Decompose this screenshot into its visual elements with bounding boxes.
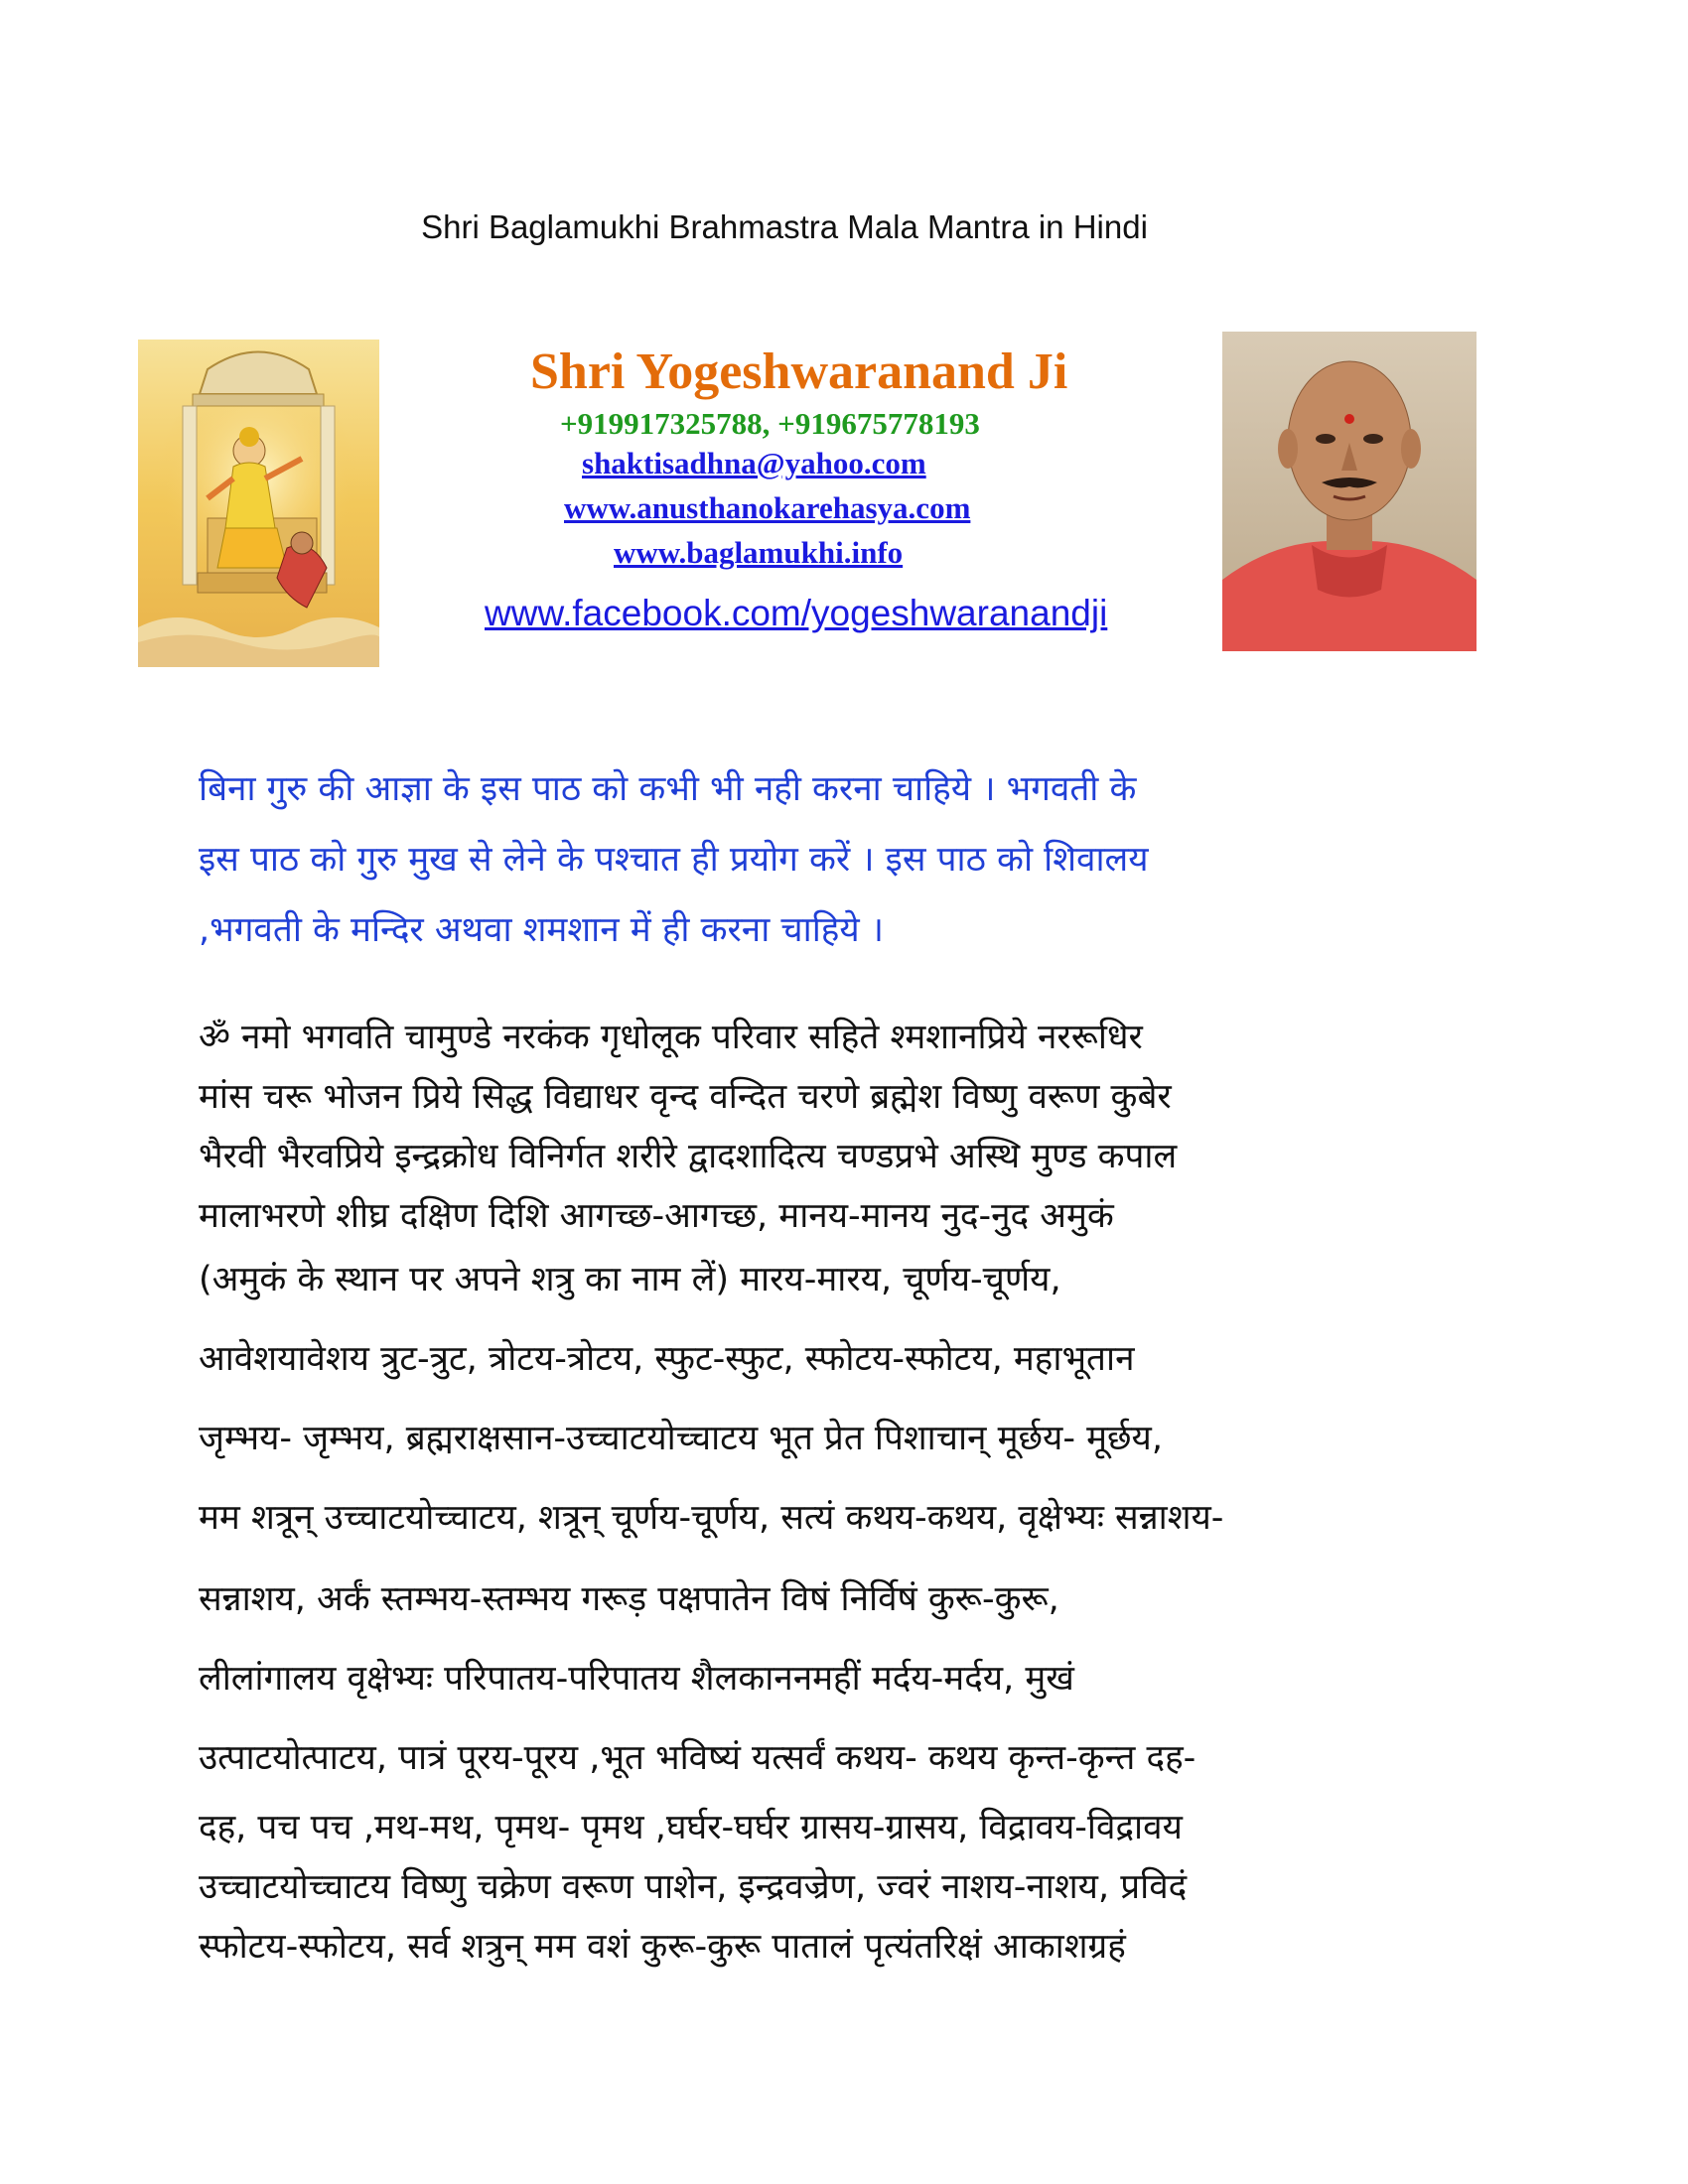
email-link[interactable]: shaktisadhna@yahoo.com	[582, 446, 926, 480]
intro-line: इस पाठ को गुरु मुख से लेने के पश्चात ही प्रयोग करें । इस पाठ को शिवालय	[199, 840, 1149, 880]
website-link-anusthanokarehasya[interactable]: www.anusthanokarehasya.com	[564, 490, 971, 525]
mantra-line: ॐ नमो भगवति चामुण्डे नरकंक गृधोलूक परिवार सहिते श्मशानप्रिये नररूधिर	[199, 1018, 1143, 1057]
intro-paragraph	[199, 754, 1489, 966]
website-link-baglamukhi[interactable]: www.baglamukhi.info	[614, 535, 904, 570]
mantra-line: मम शत्रून् उच्चाटयोच्चाटय, शत्रून् चूर्णय-चूर्णय, सत्यं कथय-कथय, वृक्षेभ्यः सन्नाशय-	[199, 1498, 1224, 1538]
intro-line: बिना गुरु की आज्ञा के इस पाठ को कभी भी नही करना चाहिये । भगवती के	[199, 769, 1137, 809]
mantra-line: मालाभरणे शीघ्र दक्षिण दिशि आगच्छ-आगच्छ, मानय-मानय नुद-नुद अमुकं	[199, 1196, 1114, 1236]
mantra-line: मांस चरू भोजन प्रिये सिद्ध विद्याधर वृन्द वन्दित चरणे ब्रह्मेश विष्णु वरूण कुबेर	[199, 1077, 1172, 1117]
mantra-line: उत्पाटयोत्पाटय, पात्रं पूरय-पूरय ,भूत भविष्यं यत्सर्वं कथय- कथय कृन्त-कृन्त दह-	[199, 1738, 1196, 1778]
mantra-line: जृम्भय- जृम्भय, ब्रह्मराक्षसान-उच्चाटयोच्चाटय भूत प्रेत पिशाचान् मूर्छय- मूर्छय,	[199, 1419, 1163, 1458]
facebook-link[interactable]: www.facebook.com/yogeshwaranandji	[485, 593, 1108, 633]
portrait-image	[1222, 332, 1477, 651]
mantra-line: आवेशयावेशय त्रुट-त्रुट, त्रोटय-त्रोटय, स्फुट-स्फुट, स्फोटय-स्फोटय, महाभूतान	[199, 1339, 1135, 1379]
portrait-photo-illustration	[1222, 332, 1477, 651]
mantra-line: भैरवी भैरवप्रिये इन्द्रक्रोध विनिर्गत शरीरे द्वादशादित्य चण्डप्रभे अस्थि मुण्ड कपाल	[199, 1137, 1178, 1176]
goddess-painting-illustration	[138, 340, 379, 667]
mantra-line: दह, पच पच ,मथ-मथ, पृमथ- पृमथ ,घर्घर-घर्घर ग्रासय-ग्रासय, विद्रावय-विद्रावय	[199, 1808, 1183, 1847]
intro-line: ,भगवती के मन्दिर अथवा शमशान में ही करना चाहिये ।	[199, 910, 885, 950]
page-title: Shri Baglamukhi Brahmastra Mala Mantra in Hindi	[421, 208, 1148, 245]
contact-name: Shri Yogeshwaranand Ji	[530, 343, 1068, 400]
mantra-line: लीलांगालय वृक्षेभ्यः परिपातय-परिपातय शैलकाननमहीं मर्दय-मर्दय, मुखं	[199, 1659, 1074, 1699]
mantra-line: (अमुकं के स्थान पर अपने शत्रु का नाम लें) मारय-मारय, चूर्णय-चूर्णय,	[199, 1260, 1061, 1299]
goddess-image	[138, 340, 379, 667]
mantra-line: सन्नाशय, अर्कं स्तम्भय-स्तम्भय गरूड़ पक्षपातेन विषं निर्विषं कुरू-कुरू,	[199, 1579, 1059, 1619]
contact-phones: +919917325788, +919675778193	[560, 406, 980, 441]
mantra-line: उच्चाटयोच्चाटय विष्णु चक्रेण वरूण पाशेन, इन्द्रवज्रेण, ज्वरं नाशय-नाशय, प्रविदं	[199, 1867, 1188, 1907]
mantra-line: स्फोटय-स्फोटय, सर्व शत्रुन् मम वशं कुरू-कुरू पातालं पृत्यंतरिक्षं आकाशग्रहं	[199, 1927, 1126, 1967]
